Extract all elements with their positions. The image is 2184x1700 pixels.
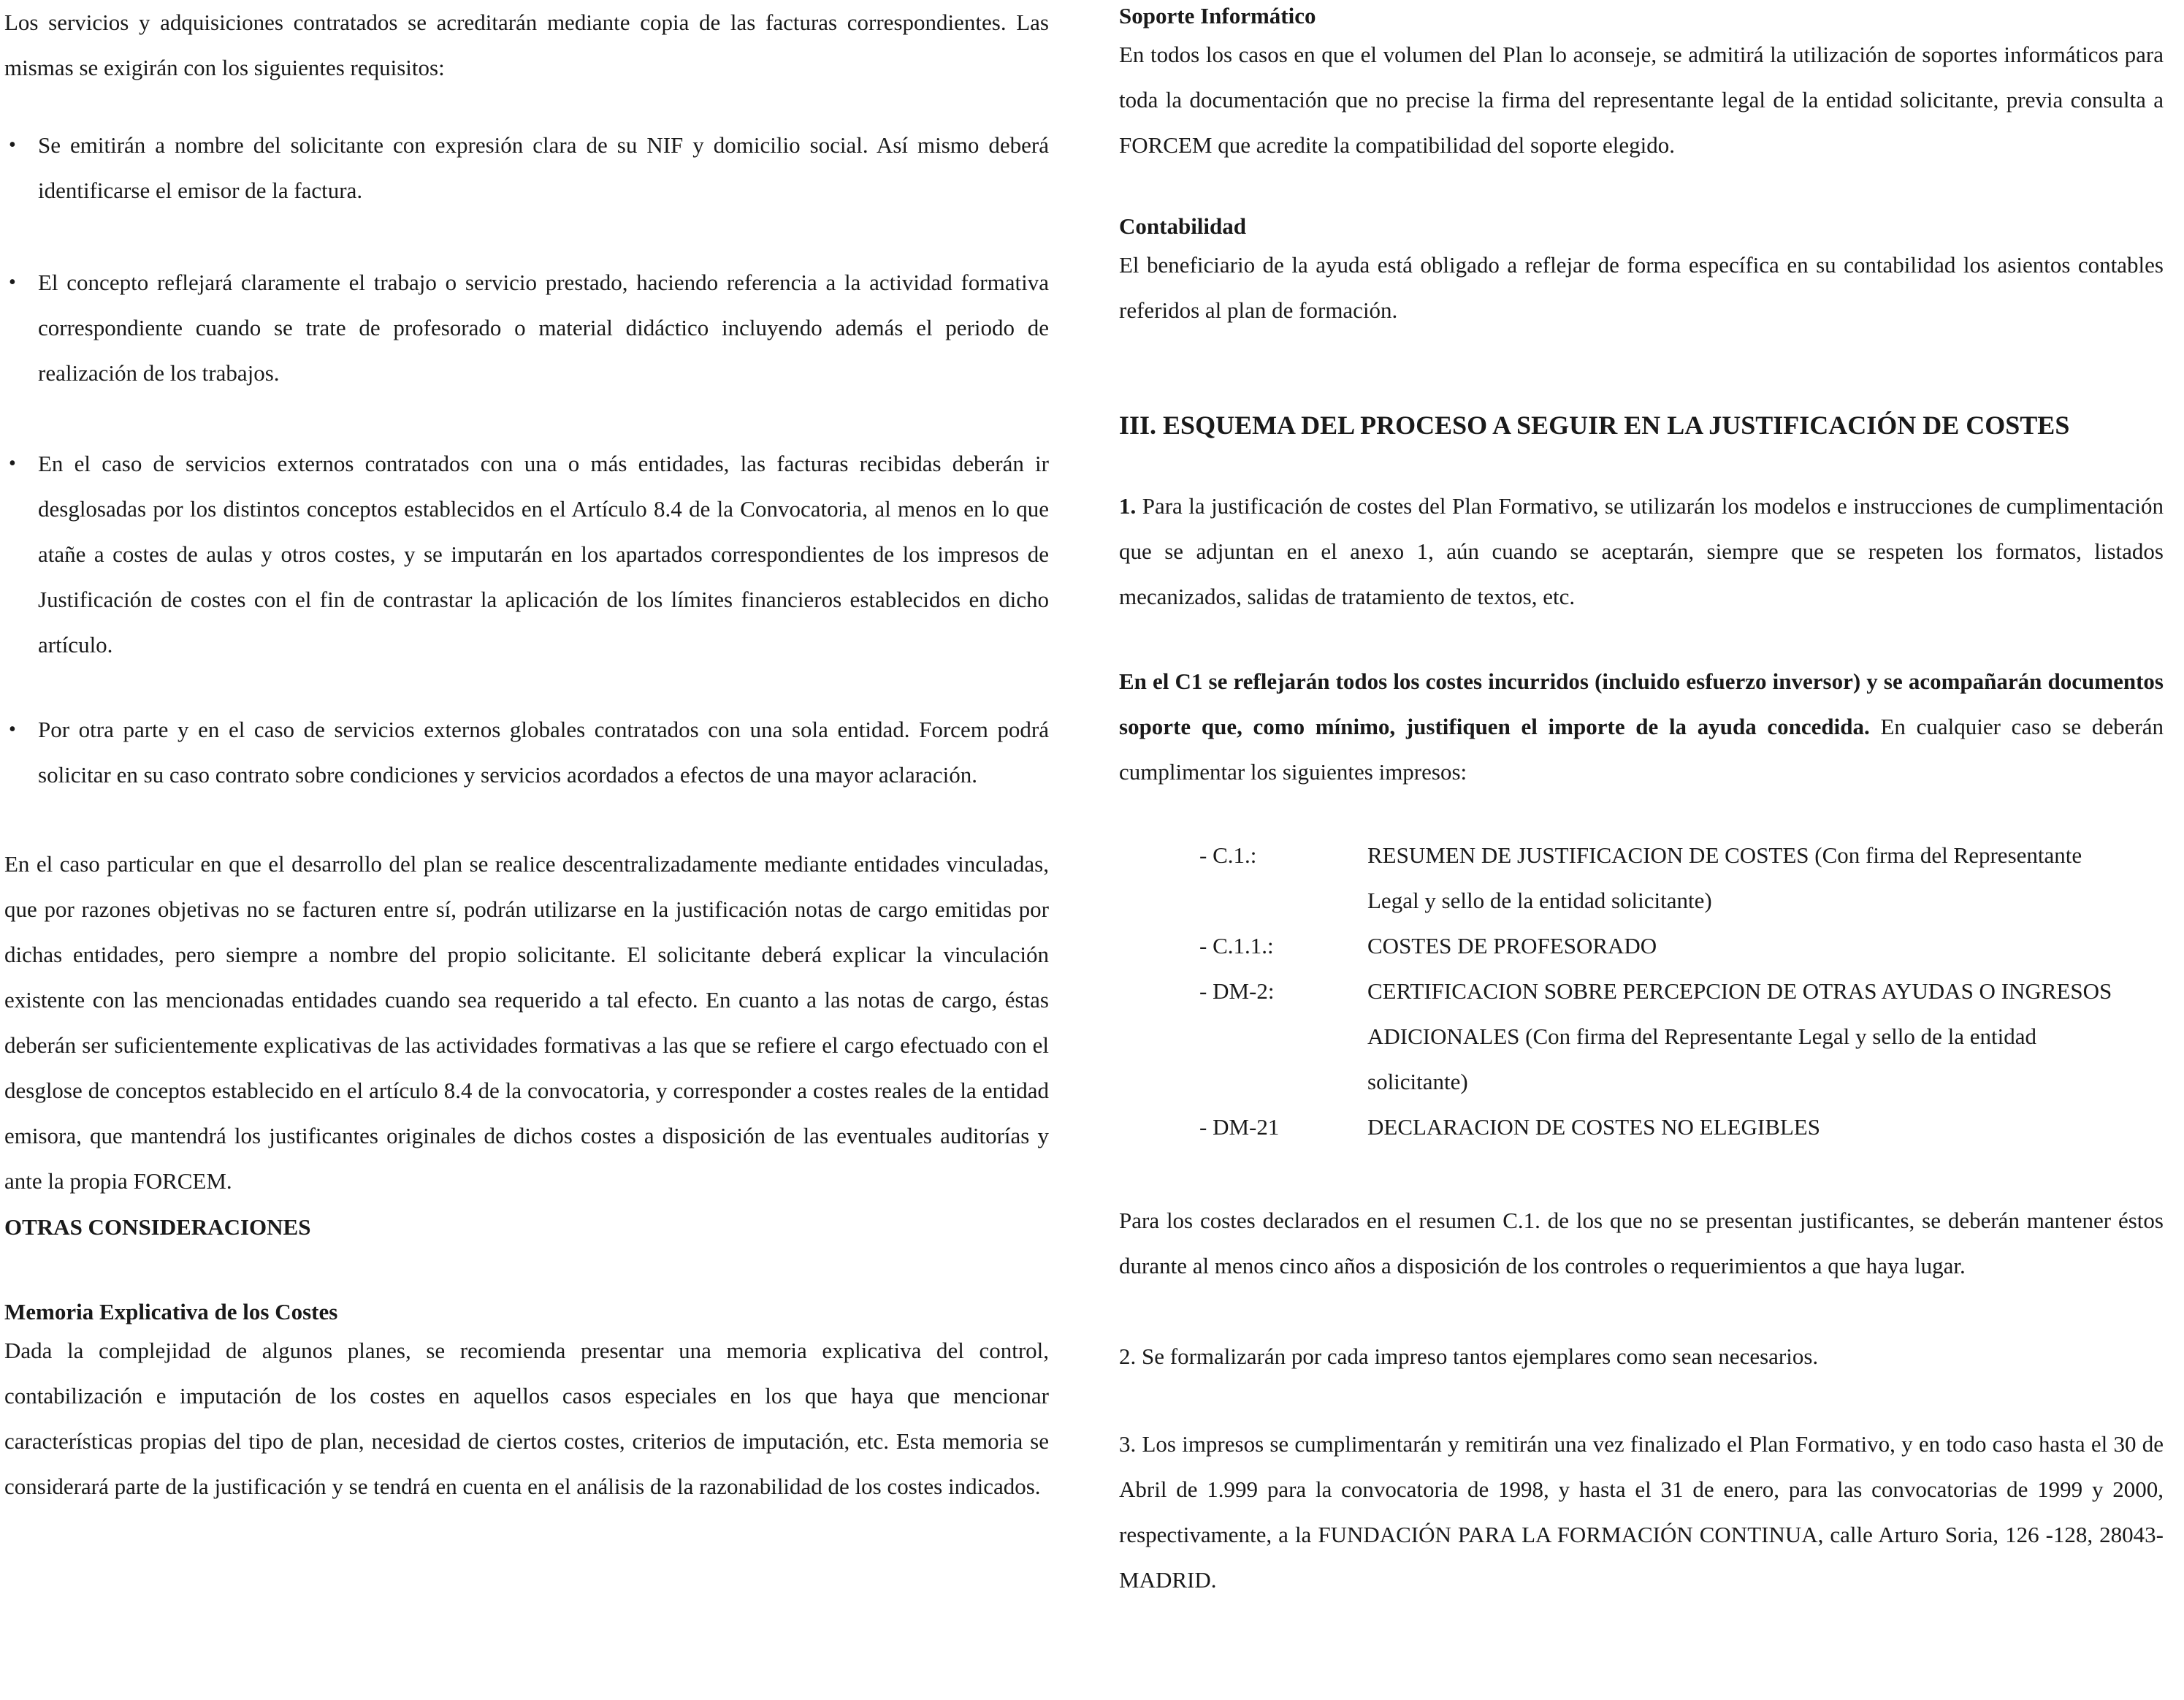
table-row: - DM-21 DECLARACION DE COSTES NO ELEGIBLES <box>1199 1114 1820 1140</box>
soporte-heading: Soporte Informático <box>1119 3 1316 28</box>
list-item: • El concepto reflejará claramente el trabajo o servicio prestado, haciendo referencia a la actividad formativa correspondiente cuando se trate de profesorado o material didáctico incluyendo además el periodo de realización de los trabajos. <box>4 260 1049 396</box>
bullet-icon: • <box>9 134 16 156</box>
bullet-icon: • <box>9 718 16 741</box>
list-item: • Por otra parte y en el caso de servicios externos globales contratados con una sola entidad. Forcem podrá solicitar en su caso contrato sobre condiciones y servicios acordados a efectos de una mayor aclaración. <box>4 707 1049 798</box>
c1-paragraph: En el C1 se reflejarán todos los costes incurridos (incluido esfuerzo inversor) y se acompañarán documentos soporte que, como mínimo, justifiquen el importe de la ayuda concedida. En cualquier caso se deberán cumplimentar los siguientes impresos: <box>1119 668 2164 785</box>
list-item: • Se emitirán a nombre del solicitante con expresión clara de su NIF y domicilio social. Así mismo deberá identificarse el emisor de la factura. <box>4 123 1049 213</box>
list-item: • En el caso de servicios externos contratados con una o más entidades, las facturas recibidas deberán ir desglosadas por los distintos conceptos establecidos en el Artículo 8.4 de la Convocatoria, al menos en lo que atañe a costes de aulas y otros costes, y se imputarán en los apartados correspondientes de los impresos de Justificación de costes con el fin de contrastar la aplicación de los límites financieros establecidos en dicho artículo. <box>4 441 1049 668</box>
requirements-list <box>4 123 1049 798</box>
table-row: - C.1.: RESUMEN DE JUSTIFICACION DE COSTES (Con firma del Representante Legal y sello de la entidad solicitante) <box>1199 842 2082 913</box>
table-row: - C.1.1.: COSTES DE PROFESORADO <box>1199 933 1657 958</box>
soporte-paragraph: En todos los casos en que el volumen del Plan lo aconseje, se admitirá la utilización de soportes informáticos para toda la documentación que no precise la firma del representante legal de la entidad solicitante, previa consulta a FORCEM que acredite la compatibilidad del soporte elegido. <box>1119 42 2164 158</box>
bullet-icon: • <box>9 271 16 294</box>
section-heading: III. ESQUEMA DEL PROCESO A SEGUIR EN LA JUSTIFICACIÓN DE COSTES <box>1119 411 2070 440</box>
memoria-heading: Memoria Explicativa de los Costes <box>4 1299 338 1324</box>
item-3-paragraph: 3. Los impresos se cumplimentarán y remitirán una vez finalizado el Plan Formativo, y en todo caso hasta el 30 de Abril de 1.999 para la convocatoria de 1998, y hasta el 31 de enero, para las convocatorias de 1999 y 2000, respectivamente, a la FUNDACIÓN PARA LA FORMACIÓN CONTINUA, calle Arturo Soria, 126 -128, 28043-MADRID. <box>1119 1431 2164 1593</box>
list-spacer <box>4 668 1049 707</box>
notas-cargo-paragraph: En el caso particular en que el desarrollo del plan se realice descentralizadamente mediante entidades vinculadas, que por razones objetivas no se facturen entre sí, podrán utilizarse en la justificación notas de cargo emitidas por dichas entidades, pero siempre a nombre del propio solicitante. El solicitante deberá explicar la vinculación existente con las mencionadas entidades cuando sea requerido a tal efecto. En cuanto a las notas de cargo, éstas deberán ser suficientemente explicativas de las actividades formativas a las que se refiere el cargo efectuado con el desglose de conceptos establecido en el artículo 8.4 de la convocatoria, y corresponder a costes reales de la entidad emisora, que mantendrá los justificantes originales de dichos costes a disposición de las eventuales auditorías y ante la propia FORCEM. <box>4 851 1049 1194</box>
contabilidad-paragraph: El beneficiario de la ayuda está obligado a reflejar de forma específica en su contabilidad los asientos contables referidos al plan de formación. <box>1119 252 2164 323</box>
table-row: - DM-2: CERTIFICACION SOBRE PERCEPCION DE OTRAS AYUDAS O INGRESOS ADICIONALES (Con firma del Representante Legal y sello de la entidad solicitante) <box>1199 978 2112 1094</box>
list-spacer <box>4 213 1049 260</box>
contabilidad-heading: Contabilidad <box>1119 213 1247 239</box>
item-1-paragraph: 1. Para la justificación de costes del Plan Formativo, se utilizarán los modelos e instrucciones de cumplimentación que se adjuntan en el anexo 1, aún cuando se aceptarán, siempre que se respeten los formatos, listados mecanizados, salidas de tratamiento de textos, etc. <box>1119 493 2164 609</box>
item-2-paragraph: 2. Se formalizarán por cada impreso tantos ejemplares como sean necesarios. <box>1119 1343 1819 1369</box>
list-spacer <box>4 396 1049 441</box>
forms-table <box>1199 833 2134 1150</box>
intro-paragraph: Los servicios y adquisiciones contratados se acreditarán mediante copia de las facturas correspondientes. Las mismas se exigirán con los siguientes requisitos: <box>4 9 1049 80</box>
costes-paragraph: Para los costes declarados en el resumen C.1. de los que no se presentan justificantes, se deberán mantener éstos durante al menos cinco años a disposición de los controles o requerimientos a que haya lugar. <box>1119 1208 2164 1278</box>
bullet-icon: • <box>9 452 16 475</box>
otras-consideraciones-heading: OTRAS CONSIDERACIONES <box>4 1214 311 1240</box>
right-column <box>1119 0 2164 1603</box>
left-column <box>4 0 1049 1509</box>
memoria-paragraph: Dada la complejidad de algunos planes, se recomienda presentar una memoria explicativa del control, contabilización e imputación de los costes en aquellos casos especiales en los que haya que mencionar características propias del tipo de plan, necesidad de ciertos costes, criterios de imputación, etc. Esta memoria se considerará parte de la justificación y se tendrá en cuenta en el análisis de la razonabilidad de los costes indicados. <box>4 1338 1049 1499</box>
